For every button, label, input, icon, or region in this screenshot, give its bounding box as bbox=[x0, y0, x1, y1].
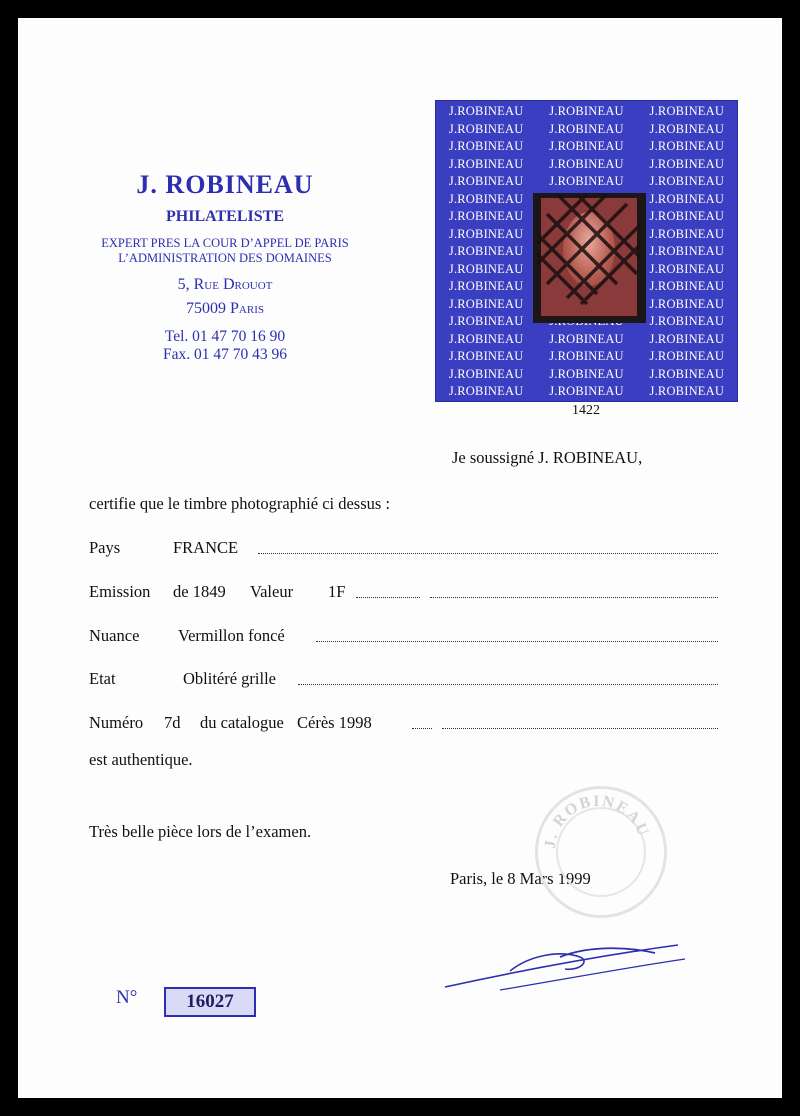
pattern-text: J.ROBINEAU bbox=[448, 209, 524, 223]
pattern-text: J.ROBINEAU bbox=[448, 279, 524, 293]
pattern-text: J.ROBINEAU bbox=[549, 156, 624, 171]
etat-value: Oblitéré grille bbox=[183, 669, 277, 688]
handwritten-signature bbox=[440, 935, 690, 995]
pattern-text: J.ROBINEAU bbox=[448, 384, 524, 398]
stamp-image bbox=[533, 193, 646, 323]
valeur-value: 1F bbox=[328, 582, 346, 601]
pattern-text: J.ROBINEAU bbox=[448, 314, 524, 328]
photo-number: 1422 bbox=[572, 403, 600, 418]
pattern-row bbox=[436, 156, 737, 174]
svg-text:J. ROBINEAU: J. ROBINEAU bbox=[541, 792, 653, 850]
pattern-text: J.ROBINEAU bbox=[448, 296, 524, 311]
catalogue-value: Cérès 1998 bbox=[297, 713, 372, 732]
pattern-text: J.ROBINEAU bbox=[448, 139, 524, 153]
pattern-text: J.ROBINEAU bbox=[649, 174, 725, 188]
nuance-dots bbox=[316, 641, 718, 642]
pattern-text: J.ROBINEAU bbox=[448, 226, 524, 241]
pattern-text: J.ROBINEAU bbox=[649, 104, 725, 118]
valeur-dots-2 bbox=[430, 597, 718, 598]
embossed-seal bbox=[535, 786, 667, 918]
numero-label: Numéro bbox=[89, 713, 144, 732]
catalogue-label: du catalogue bbox=[200, 713, 284, 732]
valeur-dots-1 bbox=[356, 597, 420, 598]
pattern-text: J.ROBINEAU bbox=[448, 331, 524, 346]
pattern-row bbox=[436, 331, 737, 349]
pattern-row bbox=[436, 121, 737, 139]
pattern-text: J.ROBINEAU bbox=[448, 349, 524, 363]
certificate-number: 16027 bbox=[164, 987, 256, 1017]
expert-title: PHILATELISTE bbox=[166, 208, 284, 225]
pattern-text: J.ROBINEAU bbox=[649, 279, 725, 293]
pattern-text: J.ROBINEAU bbox=[649, 349, 725, 363]
address-city: 75009 Paris bbox=[186, 300, 264, 317]
place-date: Paris, le 8 Mars 1999 bbox=[450, 869, 591, 888]
pattern-text: J.ROBINEAU bbox=[649, 191, 725, 206]
pattern-text: J.ROBINEAU bbox=[448, 366, 524, 381]
pattern-text: J.ROBINEAU bbox=[448, 191, 524, 206]
pattern-text: J.ROBINEAU bbox=[549, 139, 624, 153]
emission-value: de 1849 bbox=[173, 582, 226, 601]
pattern-text: J.ROBINEAU bbox=[649, 139, 725, 153]
pattern-text: J.ROBINEAU bbox=[649, 314, 725, 328]
pattern-text: J.ROBINEAU bbox=[549, 331, 624, 346]
pattern-row bbox=[436, 173, 737, 191]
pays-label: Pays bbox=[89, 538, 121, 557]
pattern-text: J.ROBINEAU bbox=[549, 384, 624, 398]
stamp-photo-frame bbox=[435, 100, 738, 402]
pattern-text: J.ROBINEAU bbox=[649, 261, 725, 276]
pattern-text: J.ROBINEAU bbox=[448, 244, 524, 258]
pattern-text: J.ROBINEAU bbox=[448, 156, 524, 171]
nuance-label: Nuance bbox=[89, 626, 140, 645]
grid-cancellation bbox=[537, 194, 641, 322]
pattern-row bbox=[436, 138, 737, 156]
pattern-text: J.ROBINEAU bbox=[649, 244, 725, 258]
valeur-label: Valeur bbox=[250, 582, 294, 601]
pattern-text: J.ROBINEAU bbox=[448, 174, 524, 188]
pattern-row bbox=[436, 366, 737, 384]
pattern-text: J.ROBINEAU bbox=[649, 226, 725, 241]
phone-number: Tel. 01 47 70 16 90 bbox=[164, 328, 286, 345]
pattern-row bbox=[436, 348, 737, 366]
etat-label: Etat bbox=[89, 669, 116, 688]
fax-number: Fax. 01 47 70 43 96 bbox=[163, 346, 287, 363]
emission-label: Emission bbox=[89, 582, 151, 601]
pays-dots bbox=[258, 553, 718, 554]
pattern-text: J.ROBINEAU bbox=[649, 331, 725, 346]
signatory-line: Je soussigné J. ROBINEAU, bbox=[452, 448, 643, 467]
pattern-row bbox=[436, 103, 737, 121]
pattern-text: J.ROBINEAU bbox=[448, 104, 524, 118]
intro-line: certifie que le timbre photographié ci dessus : bbox=[89, 494, 391, 513]
pattern-row bbox=[436, 383, 737, 401]
pattern-text: J.ROBINEAU bbox=[448, 121, 524, 136]
pattern-text: J.ROBINEAU bbox=[649, 209, 725, 223]
pattern-text: J.ROBINEAU bbox=[549, 366, 624, 381]
pattern-text: J.ROBINEAU bbox=[549, 349, 624, 363]
address-street: 5, Rue Drouot bbox=[177, 276, 273, 293]
numero-dots-2 bbox=[442, 728, 718, 729]
expert-credential-1: EXPERT PRES LA COUR D’APPEL DE PARIS bbox=[101, 236, 349, 250]
pattern-text: J.ROBINEAU bbox=[649, 366, 725, 381]
nuance-value: Vermillon foncé bbox=[178, 626, 285, 645]
pattern-text: J.ROBINEAU bbox=[649, 384, 725, 398]
numero-dots-1 bbox=[412, 728, 432, 729]
number-label: N° bbox=[116, 987, 138, 1008]
etat-dots bbox=[298, 684, 718, 685]
remark-line: Très belle pièce lors de l’examen. bbox=[89, 822, 312, 841]
pattern-text: J.ROBINEAU bbox=[649, 156, 725, 171]
pattern-text: J.ROBINEAU bbox=[448, 261, 524, 276]
pattern-text: J.ROBINEAU bbox=[649, 296, 725, 311]
pattern-text: J.ROBINEAU bbox=[549, 104, 624, 118]
conclusion-line: est authentique. bbox=[89, 750, 193, 769]
pattern-text: J.ROBINEAU bbox=[649, 121, 725, 136]
numero-value: 7d bbox=[164, 713, 181, 732]
expert-credential-2: L’ADMINISTRATION DES DOMAINES bbox=[118, 251, 332, 265]
expert-name: J. ROBINEAU bbox=[136, 170, 314, 199]
pattern-text: J.ROBINEAU bbox=[549, 121, 624, 136]
pattern-text: J.ROBINEAU bbox=[549, 174, 624, 188]
pays-value: FRANCE bbox=[173, 538, 239, 557]
